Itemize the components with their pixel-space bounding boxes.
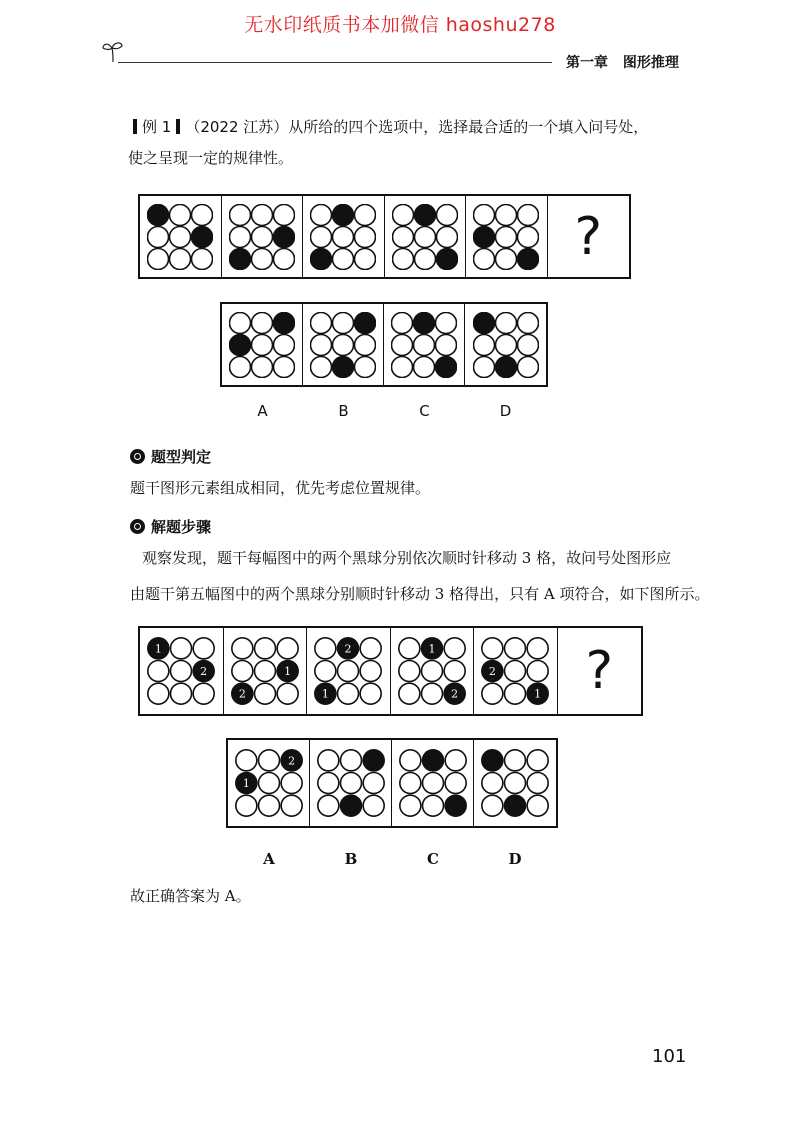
white-ball xyxy=(495,334,516,355)
white-ball xyxy=(505,661,526,682)
ball-grid xyxy=(473,204,539,270)
white-ball xyxy=(421,683,442,704)
ball-grid xyxy=(314,637,382,705)
ball-grid xyxy=(229,204,295,270)
white-ball xyxy=(399,773,420,794)
white-ball xyxy=(273,248,294,269)
white-ball xyxy=(340,773,361,794)
white-ball xyxy=(338,683,359,704)
watermark-text: 无水印纸质书本加微信 haoshu278 xyxy=(244,14,556,36)
black-ball xyxy=(148,204,169,225)
white-ball xyxy=(170,204,191,225)
chapter-heading xyxy=(566,52,689,72)
white-ball xyxy=(355,356,376,377)
example-question-line1: （2022 江苏）从所给的四个选项中，选择最合适的一个填入问号处， xyxy=(185,118,649,136)
white-ball xyxy=(252,312,273,333)
black-ball xyxy=(473,312,494,333)
white-ball xyxy=(444,661,465,682)
black-ball xyxy=(482,750,503,771)
white-ball xyxy=(333,312,354,333)
white-ball xyxy=(473,356,494,377)
ball-grid xyxy=(229,312,295,378)
white-ball xyxy=(230,356,251,377)
white-ball xyxy=(527,795,548,816)
page-number: 101 xyxy=(652,1046,687,1067)
black-ball xyxy=(230,334,251,355)
question-option-labels xyxy=(222,402,546,420)
white-ball xyxy=(444,638,465,659)
question-mark: ? xyxy=(585,641,614,701)
bracket-bar-right xyxy=(176,119,180,134)
white-ball xyxy=(148,248,169,269)
ball-grid xyxy=(231,637,299,705)
ball-number: 1 xyxy=(322,687,330,701)
stem-figure-1 xyxy=(140,196,222,277)
white-ball xyxy=(251,248,272,269)
ball-grid xyxy=(147,204,213,270)
question-mark-cell xyxy=(558,628,642,714)
white-ball xyxy=(496,248,517,269)
ball-grid xyxy=(310,204,376,270)
ball-number: 2 xyxy=(450,687,458,701)
stem-figure-2 xyxy=(222,196,304,277)
black-ball xyxy=(333,204,354,225)
black-ball xyxy=(363,750,384,771)
white-ball xyxy=(338,661,359,682)
black-ball xyxy=(273,226,294,247)
white-ball xyxy=(193,638,214,659)
black-ball xyxy=(311,248,332,269)
white-ball xyxy=(399,638,420,659)
solution-stem-figure-2 xyxy=(224,628,308,714)
white-ball xyxy=(171,638,192,659)
white-ball xyxy=(170,248,191,269)
black-ball xyxy=(436,248,457,269)
solution-stem-row xyxy=(138,626,643,716)
white-ball xyxy=(360,683,381,704)
header-rule xyxy=(118,62,552,63)
white-ball xyxy=(474,204,495,225)
white-ball xyxy=(311,334,332,355)
white-ball xyxy=(505,683,526,704)
option-label-b: B xyxy=(338,402,349,420)
white-ball xyxy=(311,204,332,225)
sprout-icon xyxy=(100,38,126,64)
white-ball xyxy=(392,226,413,247)
white-ball xyxy=(414,248,435,269)
white-ball xyxy=(495,312,516,333)
white-ball xyxy=(414,334,435,355)
white-ball xyxy=(148,661,169,682)
stem-figure-4 xyxy=(385,196,467,277)
white-ball xyxy=(230,312,251,333)
white-ball xyxy=(258,795,279,816)
white-ball xyxy=(315,661,336,682)
white-ball xyxy=(482,795,503,816)
ball-grid xyxy=(317,749,385,817)
white-ball xyxy=(251,204,272,225)
option-figure-3 xyxy=(384,304,465,385)
white-ball xyxy=(496,204,517,225)
white-ball xyxy=(518,226,539,247)
white-ball xyxy=(192,248,213,269)
black-ball xyxy=(495,356,516,377)
ball-grid xyxy=(481,749,549,817)
ball-grid xyxy=(473,312,539,378)
white-ball xyxy=(254,661,275,682)
option-figure-1 xyxy=(222,304,303,385)
white-ball xyxy=(254,638,275,659)
white-ball xyxy=(171,683,192,704)
ball-grid xyxy=(399,749,467,817)
ball-grid xyxy=(147,637,215,705)
chapter-section: 图形推理 xyxy=(622,55,679,71)
white-ball xyxy=(317,795,338,816)
section-steps-heading xyxy=(130,516,211,537)
white-ball xyxy=(363,795,384,816)
white-ball xyxy=(473,334,494,355)
white-ball xyxy=(505,773,526,794)
option-figure-2 xyxy=(303,304,384,385)
white-ball xyxy=(281,795,302,816)
white-ball xyxy=(421,661,442,682)
white-ball xyxy=(274,356,295,377)
white-ball xyxy=(360,661,381,682)
example-question-line2: 使之呈现一定的规律性。 xyxy=(128,149,294,167)
option-label-a: A xyxy=(263,850,275,868)
white-ball xyxy=(422,795,443,816)
option-label-c: C xyxy=(419,402,430,420)
white-ball xyxy=(229,226,250,247)
white-ball xyxy=(315,638,336,659)
white-ball xyxy=(193,683,214,704)
white-ball xyxy=(482,683,503,704)
black-ball xyxy=(422,750,443,771)
white-ball xyxy=(229,204,250,225)
white-ball xyxy=(333,334,354,355)
white-ball xyxy=(277,683,298,704)
ball-number: 2 xyxy=(287,754,295,768)
ball-number: 1 xyxy=(534,687,542,701)
black-ball xyxy=(192,226,213,247)
white-ball xyxy=(258,773,279,794)
white-ball xyxy=(445,773,466,794)
option-label-d: D xyxy=(499,402,512,420)
white-ball xyxy=(311,356,332,377)
black-ball xyxy=(518,248,539,269)
white-ball xyxy=(399,795,420,816)
white-ball xyxy=(414,356,435,377)
white-ball xyxy=(252,356,273,377)
white-ball xyxy=(311,226,332,247)
white-ball xyxy=(281,773,302,794)
white-ball xyxy=(436,312,457,333)
white-ball xyxy=(436,204,457,225)
white-ball xyxy=(445,750,466,771)
conclusion-text: 故正确答案为 A。 xyxy=(130,887,251,905)
ball-number: 2 xyxy=(489,665,497,678)
white-ball xyxy=(392,356,413,377)
ball-grid xyxy=(391,312,457,378)
white-ball xyxy=(392,248,413,269)
option-figure-4 xyxy=(465,304,546,385)
section-type-title: 题型判定 xyxy=(151,448,212,466)
ball-number: 2 xyxy=(200,665,208,678)
black-ball xyxy=(333,356,354,377)
black-ball xyxy=(474,226,495,247)
question-stem-row xyxy=(138,194,631,279)
white-ball xyxy=(474,248,495,269)
option-label-c: C xyxy=(427,850,439,868)
example-number: 例 1 xyxy=(142,118,172,136)
white-ball xyxy=(517,356,538,377)
white-ball xyxy=(170,226,191,247)
white-ball xyxy=(235,750,256,771)
pencil-icon xyxy=(130,519,145,534)
ball-number: 1 xyxy=(155,642,163,656)
question-mark: ? xyxy=(574,206,603,267)
solution-stem-figure-1 xyxy=(140,628,224,714)
white-ball xyxy=(436,226,457,247)
white-ball xyxy=(232,638,253,659)
question-options-row xyxy=(220,302,548,387)
solution-option-figure-1 xyxy=(228,740,310,826)
white-ball xyxy=(254,683,275,704)
white-ball xyxy=(505,638,526,659)
bracket-bar-left xyxy=(133,119,137,134)
white-ball xyxy=(517,334,538,355)
option-label-d: D xyxy=(508,850,522,868)
ball-grid xyxy=(310,312,376,378)
black-ball xyxy=(414,312,435,333)
white-ball xyxy=(360,638,381,659)
white-ball xyxy=(505,750,526,771)
ball-grid xyxy=(398,637,466,705)
white-ball xyxy=(527,773,548,794)
white-ball xyxy=(518,204,539,225)
solution-option-figure-4 xyxy=(474,740,556,826)
ball-number: 1 xyxy=(428,642,436,656)
solution-option-figure-2 xyxy=(310,740,392,826)
section-type-text: 题干图形元素组成相同，优先考虑位置规律。 xyxy=(130,479,431,497)
white-ball xyxy=(355,248,376,269)
white-ball xyxy=(482,773,503,794)
solution-stem-figure-4 xyxy=(391,628,475,714)
black-ball xyxy=(274,312,295,333)
black-ball xyxy=(229,248,250,269)
solution-stem-figure-3 xyxy=(307,628,391,714)
white-ball xyxy=(527,750,548,771)
white-ball xyxy=(392,312,413,333)
chapter-number: 第一章 xyxy=(566,55,608,71)
white-ball xyxy=(148,226,169,247)
question-mark-cell xyxy=(548,196,630,277)
white-ball xyxy=(192,204,213,225)
stem-figure-5 xyxy=(466,196,548,277)
white-ball xyxy=(399,683,420,704)
white-ball xyxy=(363,773,384,794)
section-steps-line2: 由题干第五幅图中的两个黑球分别顺时针移动 3 格得出，只有 A 项符合，如下图所示。 xyxy=(130,585,710,603)
section-type-heading xyxy=(130,446,211,467)
white-ball xyxy=(517,312,538,333)
white-ball xyxy=(392,334,413,355)
white-ball xyxy=(311,312,332,333)
white-ball xyxy=(422,773,443,794)
white-ball xyxy=(527,638,548,659)
white-ball xyxy=(333,226,354,247)
black-ball xyxy=(355,312,376,333)
white-ball xyxy=(235,795,256,816)
ball-number: 2 xyxy=(238,687,246,701)
white-ball xyxy=(333,248,354,269)
black-ball xyxy=(340,795,361,816)
white-ball xyxy=(527,661,548,682)
black-ball xyxy=(505,795,526,816)
white-ball xyxy=(277,638,298,659)
white-ball xyxy=(399,750,420,771)
ball-grid xyxy=(392,204,458,270)
white-ball xyxy=(171,661,192,682)
white-ball xyxy=(148,683,169,704)
white-ball xyxy=(317,750,338,771)
solution-stem-figure-5 xyxy=(474,628,558,714)
ball-grid xyxy=(235,749,303,817)
white-ball xyxy=(355,204,376,225)
white-ball xyxy=(273,204,294,225)
white-ball xyxy=(274,334,295,355)
white-ball xyxy=(496,226,517,247)
white-ball xyxy=(317,773,338,794)
ball-number: 2 xyxy=(344,642,352,656)
solution-option-labels xyxy=(228,850,556,868)
option-label-a: A xyxy=(257,402,268,420)
section-steps-line1: 观察发现，题干每幅图中的两个黑球分别依次顺时针移动 3 格，故问号处图形应 xyxy=(142,549,672,567)
ball-number: 1 xyxy=(242,777,250,790)
ball-number: 1 xyxy=(283,665,291,678)
white-ball xyxy=(482,638,503,659)
black-ball xyxy=(445,795,466,816)
example-header xyxy=(128,116,648,137)
ball-grid xyxy=(481,637,549,705)
white-ball xyxy=(399,661,420,682)
white-ball xyxy=(251,226,272,247)
white-ball xyxy=(340,750,361,771)
white-ball xyxy=(232,661,253,682)
stem-figure-3 xyxy=(303,196,385,277)
gear-icon xyxy=(130,449,145,464)
white-ball xyxy=(392,204,413,225)
white-ball xyxy=(355,334,376,355)
white-ball xyxy=(436,334,457,355)
solution-option-figure-3 xyxy=(392,740,474,826)
black-ball xyxy=(436,356,457,377)
white-ball xyxy=(355,226,376,247)
white-ball xyxy=(252,334,273,355)
section-steps-title: 解题步骤 xyxy=(151,518,212,536)
solution-options-row xyxy=(226,738,558,828)
option-label-b: B xyxy=(344,850,358,868)
black-ball xyxy=(414,204,435,225)
white-ball xyxy=(414,226,435,247)
white-ball xyxy=(258,750,279,771)
